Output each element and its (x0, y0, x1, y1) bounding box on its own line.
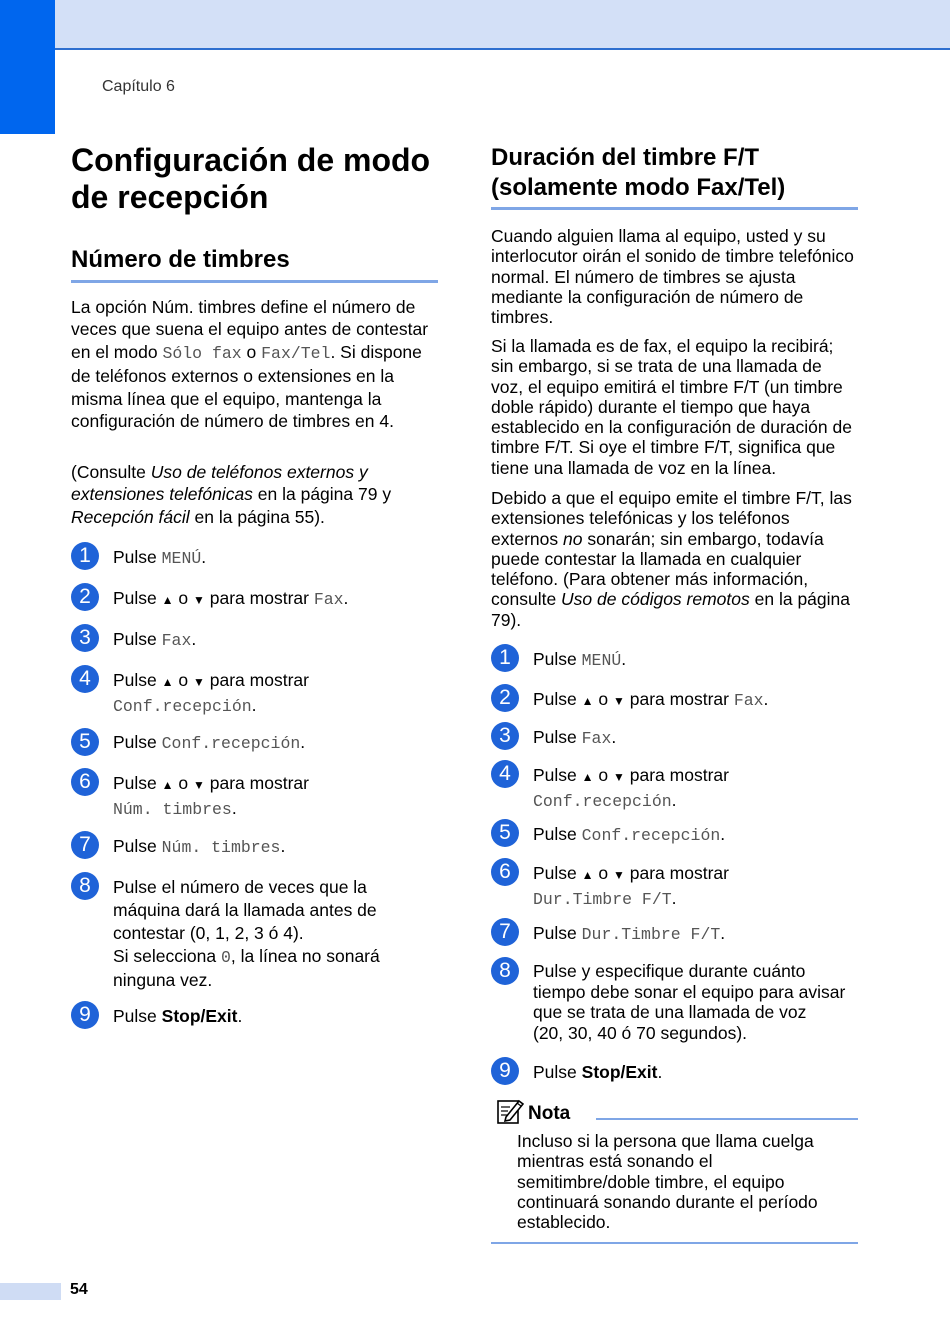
step-number: 1 (491, 644, 519, 672)
step-text: Pulse ▲ o ▼ para mostrar Fax. (113, 588, 349, 609)
page-number: 54 (70, 1281, 88, 1298)
step-text: Pulse y especifique durante cuánto tiempo debe sonar el equipo para avisar que se trata de una llamada de voz (20, 30, 40 ó 70 segundos). (533, 961, 846, 1043)
chapter-tab (0, 0, 55, 134)
step-text: Pulse Stop/Exit. (533, 1062, 663, 1082)
down-arrow-icon: ▼ (193, 675, 205, 689)
step-text: Pulse Conf.recepción. (533, 824, 726, 845)
step-number: 4 (491, 760, 519, 788)
step-text: Pulse ▲ o ▼ para mostrar Conf.recepción. (113, 670, 309, 716)
note-pencil-icon (496, 1097, 524, 1125)
step-number: 8 (71, 872, 99, 900)
step-text: Pulse ▲ o ▼ para mostrar Núm. timbres. (113, 773, 309, 819)
step-text: Pulse Conf.recepción. (113, 732, 306, 753)
step-number: 7 (71, 831, 99, 859)
step-number: 4 (71, 665, 99, 693)
step-number: 6 (491, 858, 519, 886)
down-arrow-icon: ▼ (193, 593, 205, 607)
section-rule (71, 280, 438, 283)
step-number: 6 (71, 768, 99, 796)
step-text: Pulse ▲ o ▼ para mostrar Fax. (533, 689, 769, 710)
note-top-rule (596, 1118, 858, 1120)
step-text: Pulse Dur.Timbre F/T. (533, 923, 726, 944)
note-title: Nota (528, 1103, 571, 1124)
step-number: 5 (71, 728, 99, 756)
paragraph-rings-reference: (Consulte Uso de teléfonos externos y extensiones telefónicas en la página 79 y Recepción fácil en la página 55). (71, 462, 392, 527)
footer-bar (0, 1283, 61, 1300)
step-number: 3 (491, 722, 519, 750)
paragraph-ft-1: Cuando alguien llama al equipo, usted y su interlocutor oirán el sonido de timbre telefónico normal. El número de timbres se ajusta mediante la configuración de número de timbres. (491, 226, 854, 328)
step-text: Pulse Fax. (533, 727, 617, 748)
up-arrow-icon: ▲ (161, 675, 174, 689)
down-arrow-icon: ▼ (613, 868, 625, 882)
paragraph-ft-2: Si la llamada es de fax, el equipo la recibirá; sin embargo, si se trata de una llamada de voz, el equipo emitirá el timbre F/T (un timbre doble rápido) durante el tiempo que haya establecido en la configuración de duración de timbre F/T. Si oye el timbre F/T, significa que tiene una llamada de voz en la línea. (491, 336, 852, 478)
step-text: Pulse MENÚ. (113, 547, 207, 568)
step-number: 1 (71, 542, 99, 570)
paragraph-rings-intro: La opción Núm. timbres define el número de veces que suena el equipo antes de contestar en el modo Sólo fax o Fax/Tel. Si dispone de teléfonos externos o extensiones en la misma línea que el equipo, mantenga la configuración de número de timbres en 4. (71, 297, 429, 432)
up-arrow-icon: ▲ (581, 868, 594, 882)
up-arrow-icon: ▲ (161, 593, 174, 607)
step-number: 8 (491, 957, 519, 985)
chapter-label: Capítulo 6 (102, 78, 175, 95)
up-arrow-icon: ▲ (581, 770, 594, 784)
step-text: Pulse Núm. timbres. (113, 836, 286, 857)
step-number: 2 (491, 684, 519, 712)
section-rule (491, 207, 858, 210)
step-number: 2 (71, 583, 99, 611)
down-arrow-icon: ▼ (613, 694, 625, 708)
down-arrow-icon: ▼ (193, 778, 205, 792)
paragraph-ft-3: Debido a que el equipo emite el timbre F/T, las extensiones telefónicas y los teléfonos externos no sonarán; sin embargo, todavía puede contestar la llamada en cualquier teléfono. (Para obtener más información, consulte Uso de códigos remotos en la página 79). (491, 488, 852, 630)
note-text: Incluso si la persona que llama cuelga mientras está sonando el semitimbre/doble timbre, el equipo continuará sonando durante el período establecido. (517, 1131, 818, 1233)
step-text: Pulse Fax. (113, 629, 197, 650)
up-arrow-icon: ▲ (161, 778, 174, 792)
header-band (0, 0, 950, 50)
page-title: Configuración de modo de recepción (71, 142, 431, 215)
step-text: Pulse Stop/Exit. (113, 1006, 243, 1026)
up-arrow-icon: ▲ (581, 694, 594, 708)
section-heading-rings: Número de timbres (71, 246, 290, 273)
step-number: 5 (491, 819, 519, 847)
section-heading-ft: Duración del timbre F/T (solamente modo Fax/Tel) (491, 144, 786, 201)
step-number: 9 (71, 1001, 99, 1029)
step-text: Pulse ▲ o ▼ para mostrar Dur.Timbre F/T. (533, 863, 729, 909)
step-number: 9 (491, 1057, 519, 1085)
step-text: Pulse el número de veces que la máquina dará la llamada antes de contestar (0, 1, 2, 3 ó 4). Si selecciona 0, la línea no sonará ninguna vez. (113, 877, 380, 990)
step-number: 7 (491, 918, 519, 946)
down-arrow-icon: ▼ (613, 770, 625, 784)
note-bottom-rule (491, 1242, 858, 1244)
step-text: Pulse MENÚ. (533, 649, 627, 670)
step-text: Pulse ▲ o ▼ para mostrar Conf.recepción. (533, 765, 729, 811)
step-number: 3 (71, 624, 99, 652)
